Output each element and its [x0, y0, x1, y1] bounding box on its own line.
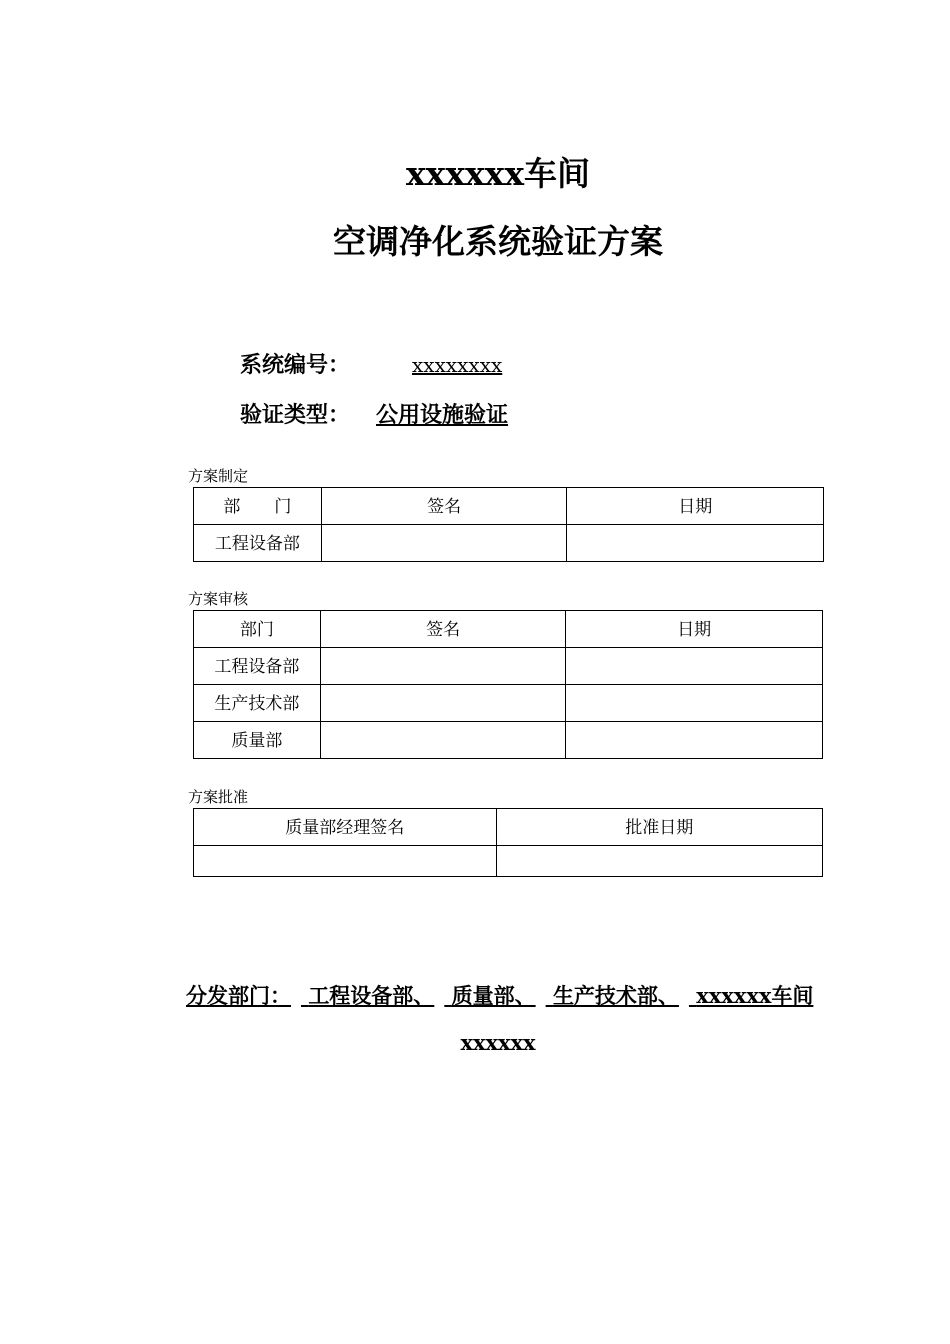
system-number-label: 系统编号：	[240, 353, 351, 378]
department-cell: 工程设备部	[194, 648, 321, 685]
distribution-continuation: xxxxxx	[460, 1030, 536, 1055]
table-row	[194, 685, 823, 722]
table-header-row	[194, 809, 823, 846]
header-department: 部 门	[194, 488, 322, 525]
table-header-row	[194, 488, 824, 525]
date-cell[interactable]	[566, 648, 823, 685]
date-cell[interactable]	[566, 722, 823, 759]
header-date: 日期	[567, 488, 824, 525]
date-cell[interactable]	[566, 685, 823, 722]
distribution-item: 质量部、	[451, 984, 536, 1008]
table-row	[194, 846, 823, 877]
department-cell: 质量部	[194, 722, 321, 759]
header-department: 部门	[194, 611, 321, 648]
validation-type-label: 验证类型：	[240, 403, 351, 428]
distribution-item: 生产技术部、	[552, 984, 679, 1008]
header-qa-manager-signature: 质量部经理签名	[194, 809, 497, 846]
signature-cell[interactable]	[321, 525, 567, 562]
distribution-label: 分发部门：	[186, 984, 291, 1008]
header-approval-date: 批准日期	[496, 809, 822, 846]
table-row	[194, 525, 824, 562]
department-cell: 生产技术部	[194, 685, 321, 722]
system-number-row	[240, 348, 502, 379]
approve-section-label: 方案批准	[188, 788, 249, 806]
table-row	[194, 648, 823, 685]
validation-type-value: 公用设施验证	[376, 403, 509, 428]
signature-cell[interactable]	[320, 685, 566, 722]
approve-table	[193, 808, 823, 877]
review-table	[193, 610, 823, 759]
header-signature: 签名	[320, 611, 566, 648]
document-title-main: 空调净化系统验证方案	[333, 222, 663, 261]
review-section-label: 方案审核	[188, 590, 249, 608]
validation-type-row	[240, 398, 508, 429]
table-row	[194, 722, 823, 759]
department-cell: 工程设备部	[194, 525, 322, 562]
signature-cell[interactable]	[320, 648, 566, 685]
draft-table	[193, 487, 824, 562]
system-number-value: xxxxxxxx	[412, 353, 503, 377]
header-signature: 签名	[321, 488, 567, 525]
document-title-workshop: xxxxxx车间	[405, 154, 591, 193]
signature-cell[interactable]	[320, 722, 566, 759]
distribution-line	[186, 980, 823, 1010]
date-cell[interactable]	[496, 846, 822, 877]
signature-cell[interactable]	[194, 846, 497, 877]
draft-section-label: 方案制定	[188, 467, 249, 485]
date-cell[interactable]	[567, 525, 824, 562]
header-date: 日期	[566, 611, 823, 648]
table-header-row	[194, 611, 823, 648]
distribution-item: 工程设备部、	[308, 984, 435, 1008]
distribution-item: xxxxxx车间	[696, 983, 814, 1008]
